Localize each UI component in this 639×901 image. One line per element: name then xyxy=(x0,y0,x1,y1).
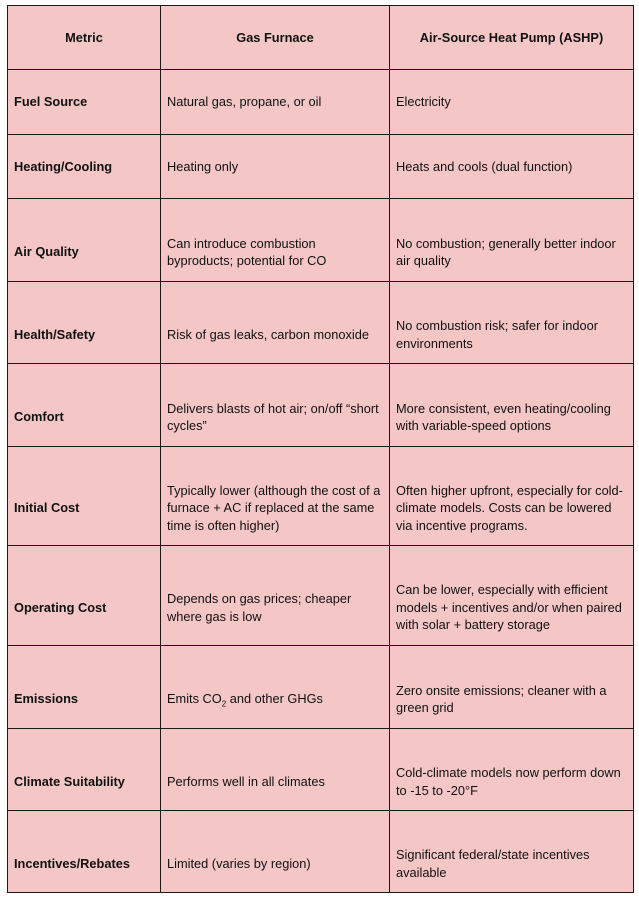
emissions-text: Emits CO xyxy=(167,691,222,707)
header-gas-furnace: Gas Furnace xyxy=(161,6,390,70)
furnace-cell: Depends on gas prices; cheaper where gas is low xyxy=(161,546,390,646)
ashp-cell: Heats and cools (dual function) xyxy=(390,135,634,199)
furnace-cell: Limited (varies by region) xyxy=(161,811,390,893)
header-ashp: Air-Source Heat Pump (ASHP) xyxy=(390,6,634,70)
metric-cell: Emissions xyxy=(8,646,161,729)
ashp-cell: No combustion risk; safer for indoor environments xyxy=(390,282,634,364)
furnace-cell: Delivers blasts of hot air; on/off “short cycles” xyxy=(161,364,390,447)
comparison-table xyxy=(7,5,634,893)
furnace-cell: Heating only xyxy=(161,135,390,199)
table-row xyxy=(8,70,634,135)
metric-cell: Air Quality xyxy=(8,199,161,282)
furnace-cell: Typically lower (although the cost of a furnace + AC if replaced at the same time is often higher) xyxy=(161,447,390,546)
ashp-cell: Electricity xyxy=(390,70,634,135)
table-row xyxy=(8,364,634,447)
metric-cell: Fuel Source xyxy=(8,70,161,135)
header-row xyxy=(8,6,634,70)
subscript-two: 2 xyxy=(221,699,227,709)
metric-cell: Incentives/Rebates xyxy=(8,811,161,893)
ashp-cell: More consistent, even heating/cooling with variable-speed options xyxy=(390,364,634,447)
ashp-cell: No combustion; generally better indoor air quality xyxy=(390,199,634,282)
furnace-cell: Risk of gas leaks, carbon monoxide xyxy=(161,282,390,364)
metric-cell: Comfort xyxy=(8,364,161,447)
metric-cell: Heating/Cooling xyxy=(8,135,161,199)
furnace-cell: Can introduce combustion byproducts; potential for CO xyxy=(161,199,390,282)
metric-cell: Health/Safety xyxy=(8,282,161,364)
header-metric: Metric xyxy=(8,6,161,70)
table-row xyxy=(8,811,634,893)
furnace-cell: Performs well in all climates xyxy=(161,729,390,811)
ashp-cell: Zero onsite emissions; cleaner with a green grid xyxy=(390,646,634,729)
metric-cell: Initial Cost xyxy=(8,447,161,546)
table-row xyxy=(8,729,634,811)
furnace-cell xyxy=(161,646,390,729)
emissions-text-rest: and other GHGs xyxy=(226,691,323,707)
ashp-cell: Significant federal/state incentives available xyxy=(390,811,634,893)
table-row xyxy=(8,199,634,282)
ashp-cell: Can be lower, especially with efficient models + incentives and/or when paired with solar + battery storage xyxy=(390,546,634,646)
furnace-cell: Natural gas, propane, or oil xyxy=(161,70,390,135)
table-row xyxy=(8,282,634,364)
ashp-cell: Often higher upfront, especially for cold-climate models. Costs can be lowered via incentive programs. xyxy=(390,447,634,546)
ashp-cell: Cold-climate models now perform down to -15 to -20°F xyxy=(390,729,634,811)
table-row xyxy=(8,135,634,199)
table-row xyxy=(8,546,634,646)
table-row xyxy=(8,646,634,729)
metric-cell: Operating Cost xyxy=(8,546,161,646)
metric-cell: Climate Suitability xyxy=(8,729,161,811)
table-row xyxy=(8,447,634,546)
